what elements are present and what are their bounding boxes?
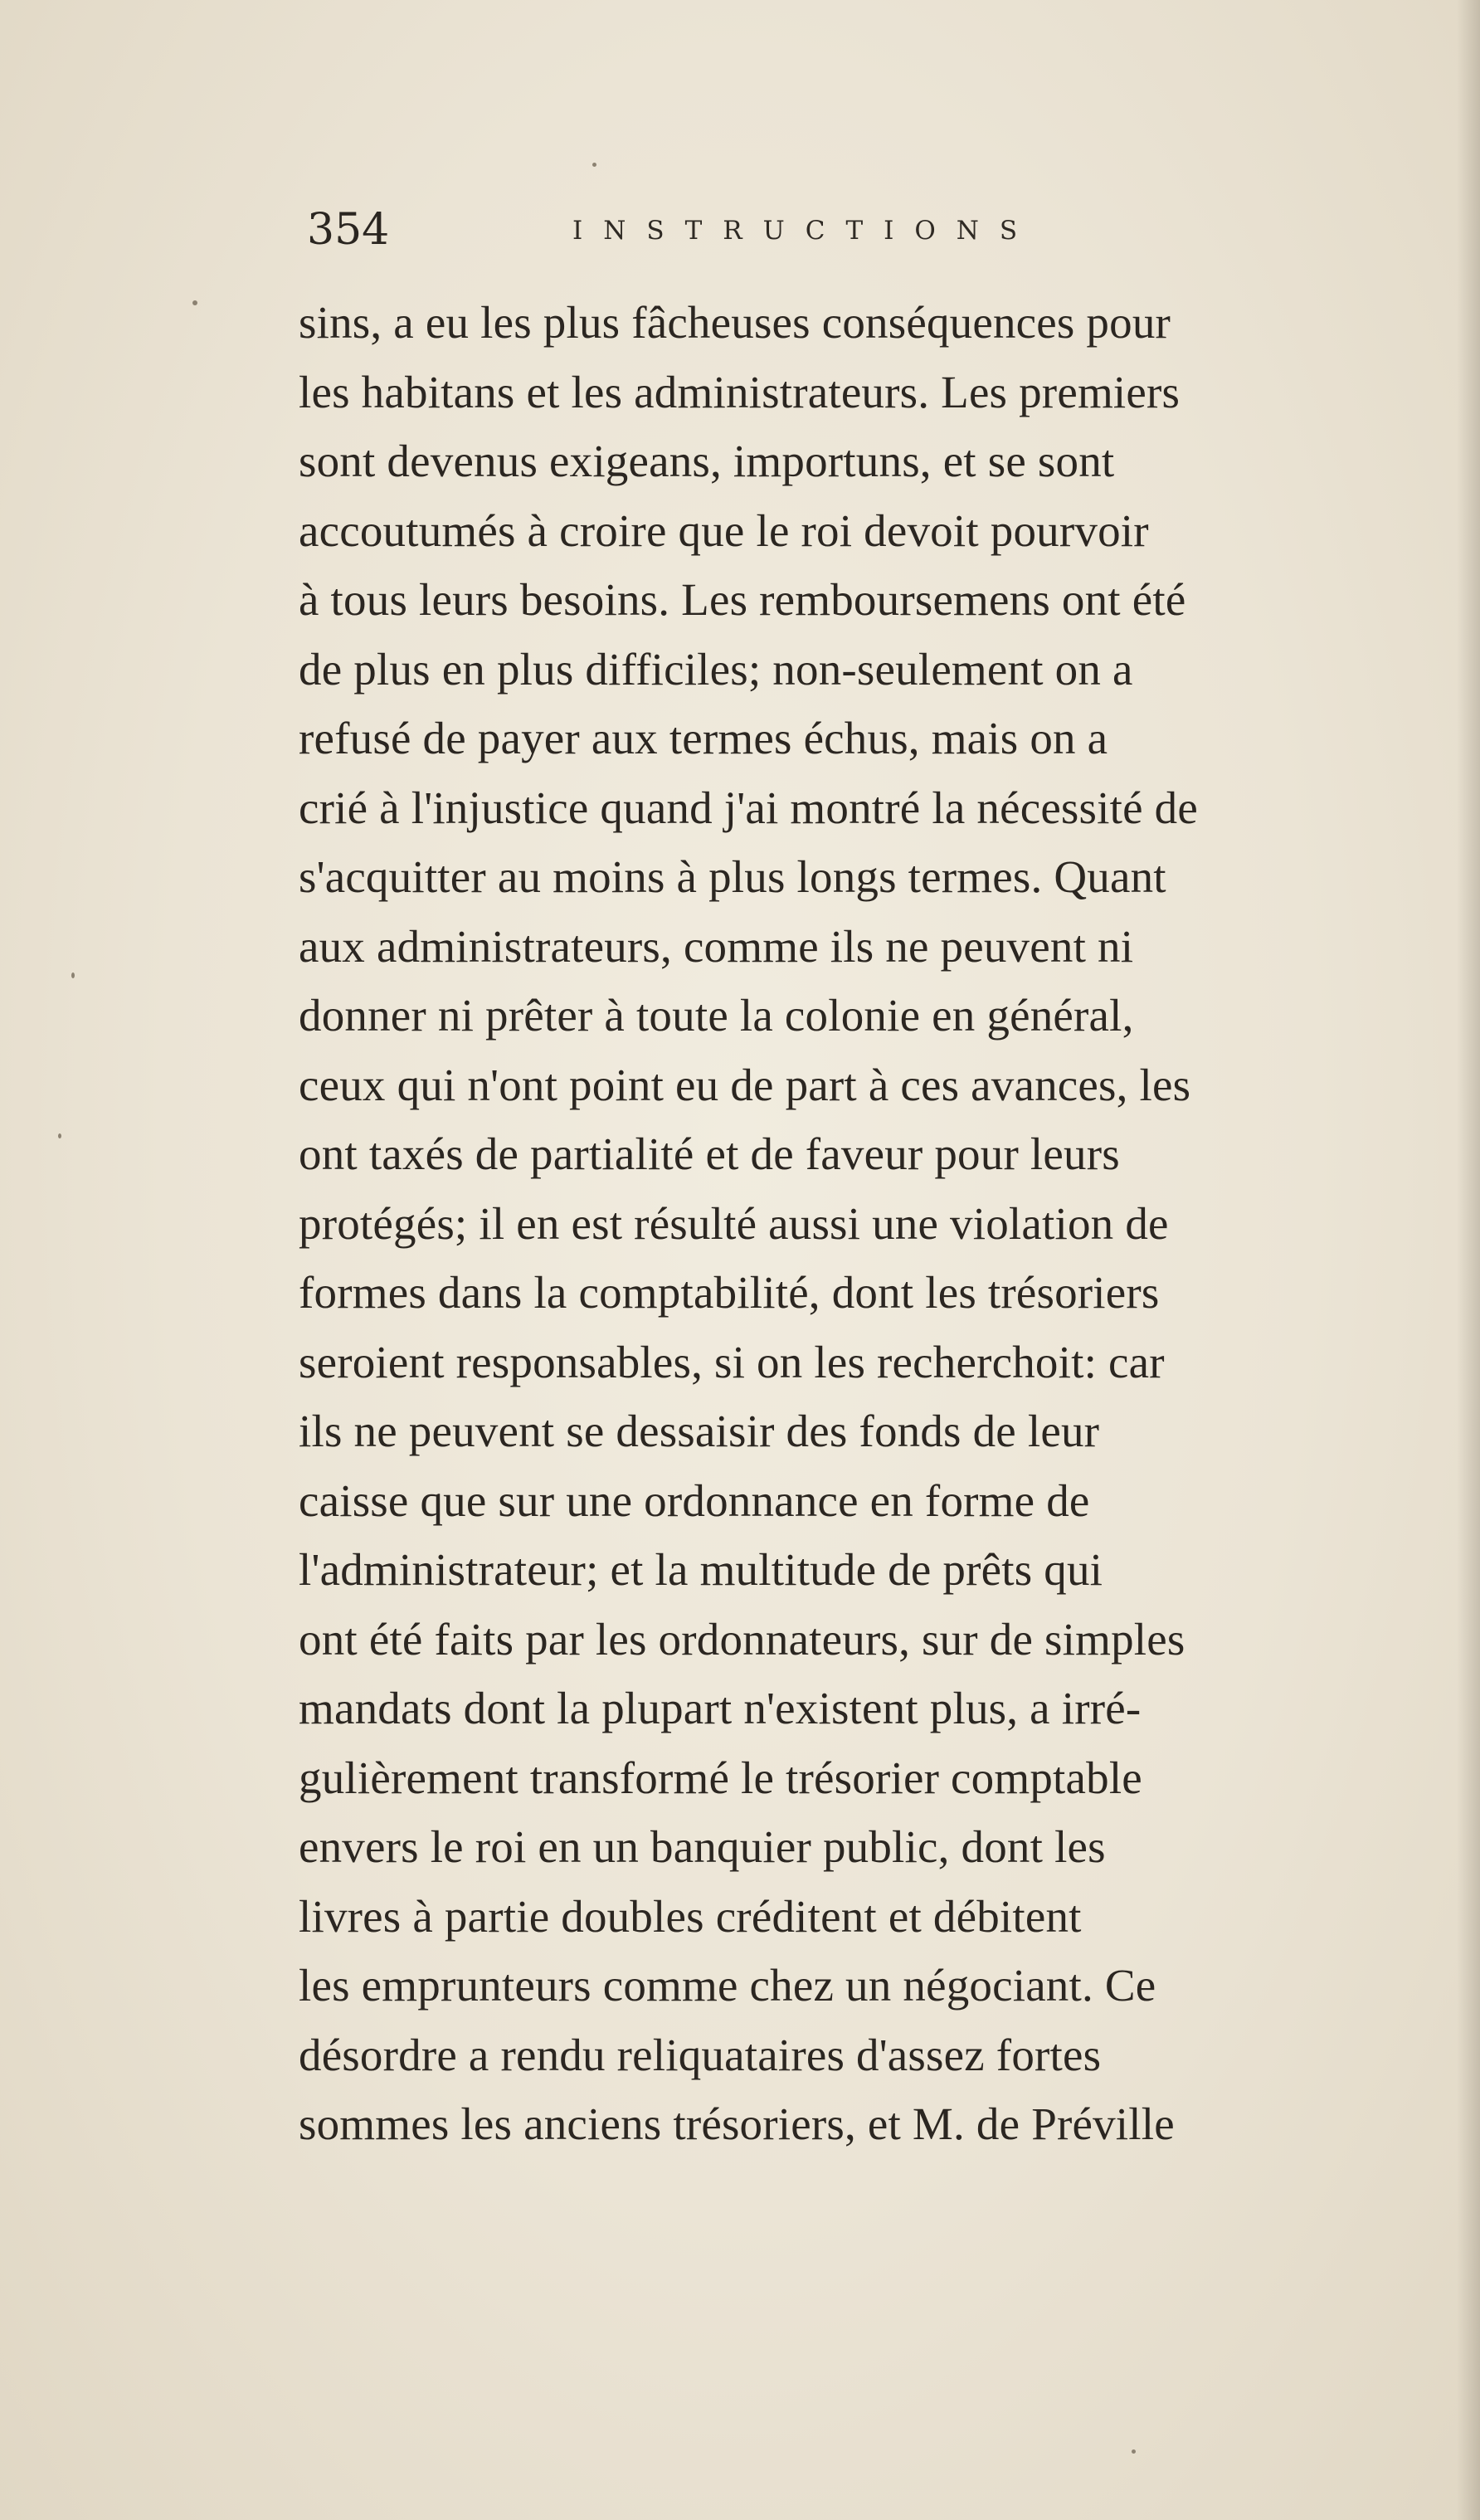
body-text xyxy=(299,288,1419,2159)
running-head: INSTRUCTIONS xyxy=(572,216,1039,246)
text-line: accoutumés à croire que le roi devoit pourvoir xyxy=(299,504,1149,556)
text-line: refusé de payer aux termes échus, mais on a xyxy=(299,713,1108,763)
text-line: ils ne peuvent se dessaisir des fonds de leur xyxy=(299,1406,1100,1456)
ink-speck xyxy=(1132,2449,1136,2454)
text-line: ceux qui n'ont point eu de part à ces avances, les xyxy=(299,1059,1191,1110)
text-line: donner ni prêter à toute la colonie en général, xyxy=(299,990,1134,1041)
ink-speck xyxy=(58,1133,61,1138)
text-line: ont été faits par les ordonnateurs, sur de simples xyxy=(299,1613,1185,1665)
text-line: les habitans et les administrateurs. Les premiers xyxy=(299,366,1181,417)
text-line: l'administrateur; et la multitude de prêts qui xyxy=(299,1544,1103,1595)
text-line: sont devenus exigeans, importuns, et se sont xyxy=(299,436,1115,486)
text-line: aux administrateurs, comme ils ne peuvent ni xyxy=(299,920,1134,972)
text-line: mandats dont la plupart n'existent plus, a irré- xyxy=(299,1683,1142,1733)
text-line: gulièrement transformé le trésorier comptable xyxy=(299,1752,1142,1803)
text-line: ont taxés de partialité et de faveur pour leurs xyxy=(299,1128,1120,1179)
text-line: protégés; il en est résulté aussi une violation de xyxy=(299,1197,1169,1249)
page-number: 354 xyxy=(307,205,390,255)
page-edge-shadow xyxy=(1457,0,1480,2520)
text-line: sins, a eu les plus fâcheuses conséquences pour xyxy=(299,297,1171,348)
text-line: livres à partie doubles créditent et débitent xyxy=(299,1890,1082,1942)
text-line: caisse que sur une ordonnance en forme de xyxy=(299,1474,1090,1526)
ink-speck xyxy=(592,163,596,167)
text-line: de plus en plus difficiles; non-seulement on a xyxy=(299,643,1133,695)
ink-speck xyxy=(192,300,197,305)
text-line: les emprunteurs comme chez un négociant. Ce xyxy=(299,1960,1156,2011)
text-line: s'acquitter au moins à plus longs termes. Quant xyxy=(299,851,1166,902)
text-line: envers le roi en un banquier public, dont les xyxy=(299,1821,1106,1872)
text-line: sommes les anciens trésoriers, et M. de Préville xyxy=(299,2098,1175,2149)
text-line: seroient responsables, si on les recherchoit: car xyxy=(299,1336,1165,1387)
text-line: à tous leurs besoins. Les remboursemens ont été xyxy=(299,574,1186,625)
text-line: désordre a rendu reliquataires d'assez fortes xyxy=(299,2029,1102,2080)
ink-speck xyxy=(71,972,75,978)
page-header xyxy=(307,201,1228,259)
text-line: crié à l'injustice quand j'ai montré la nécessité de xyxy=(299,782,1198,833)
text-line: formes dans la comptabilité, dont les trésoriers xyxy=(299,1267,1160,1318)
